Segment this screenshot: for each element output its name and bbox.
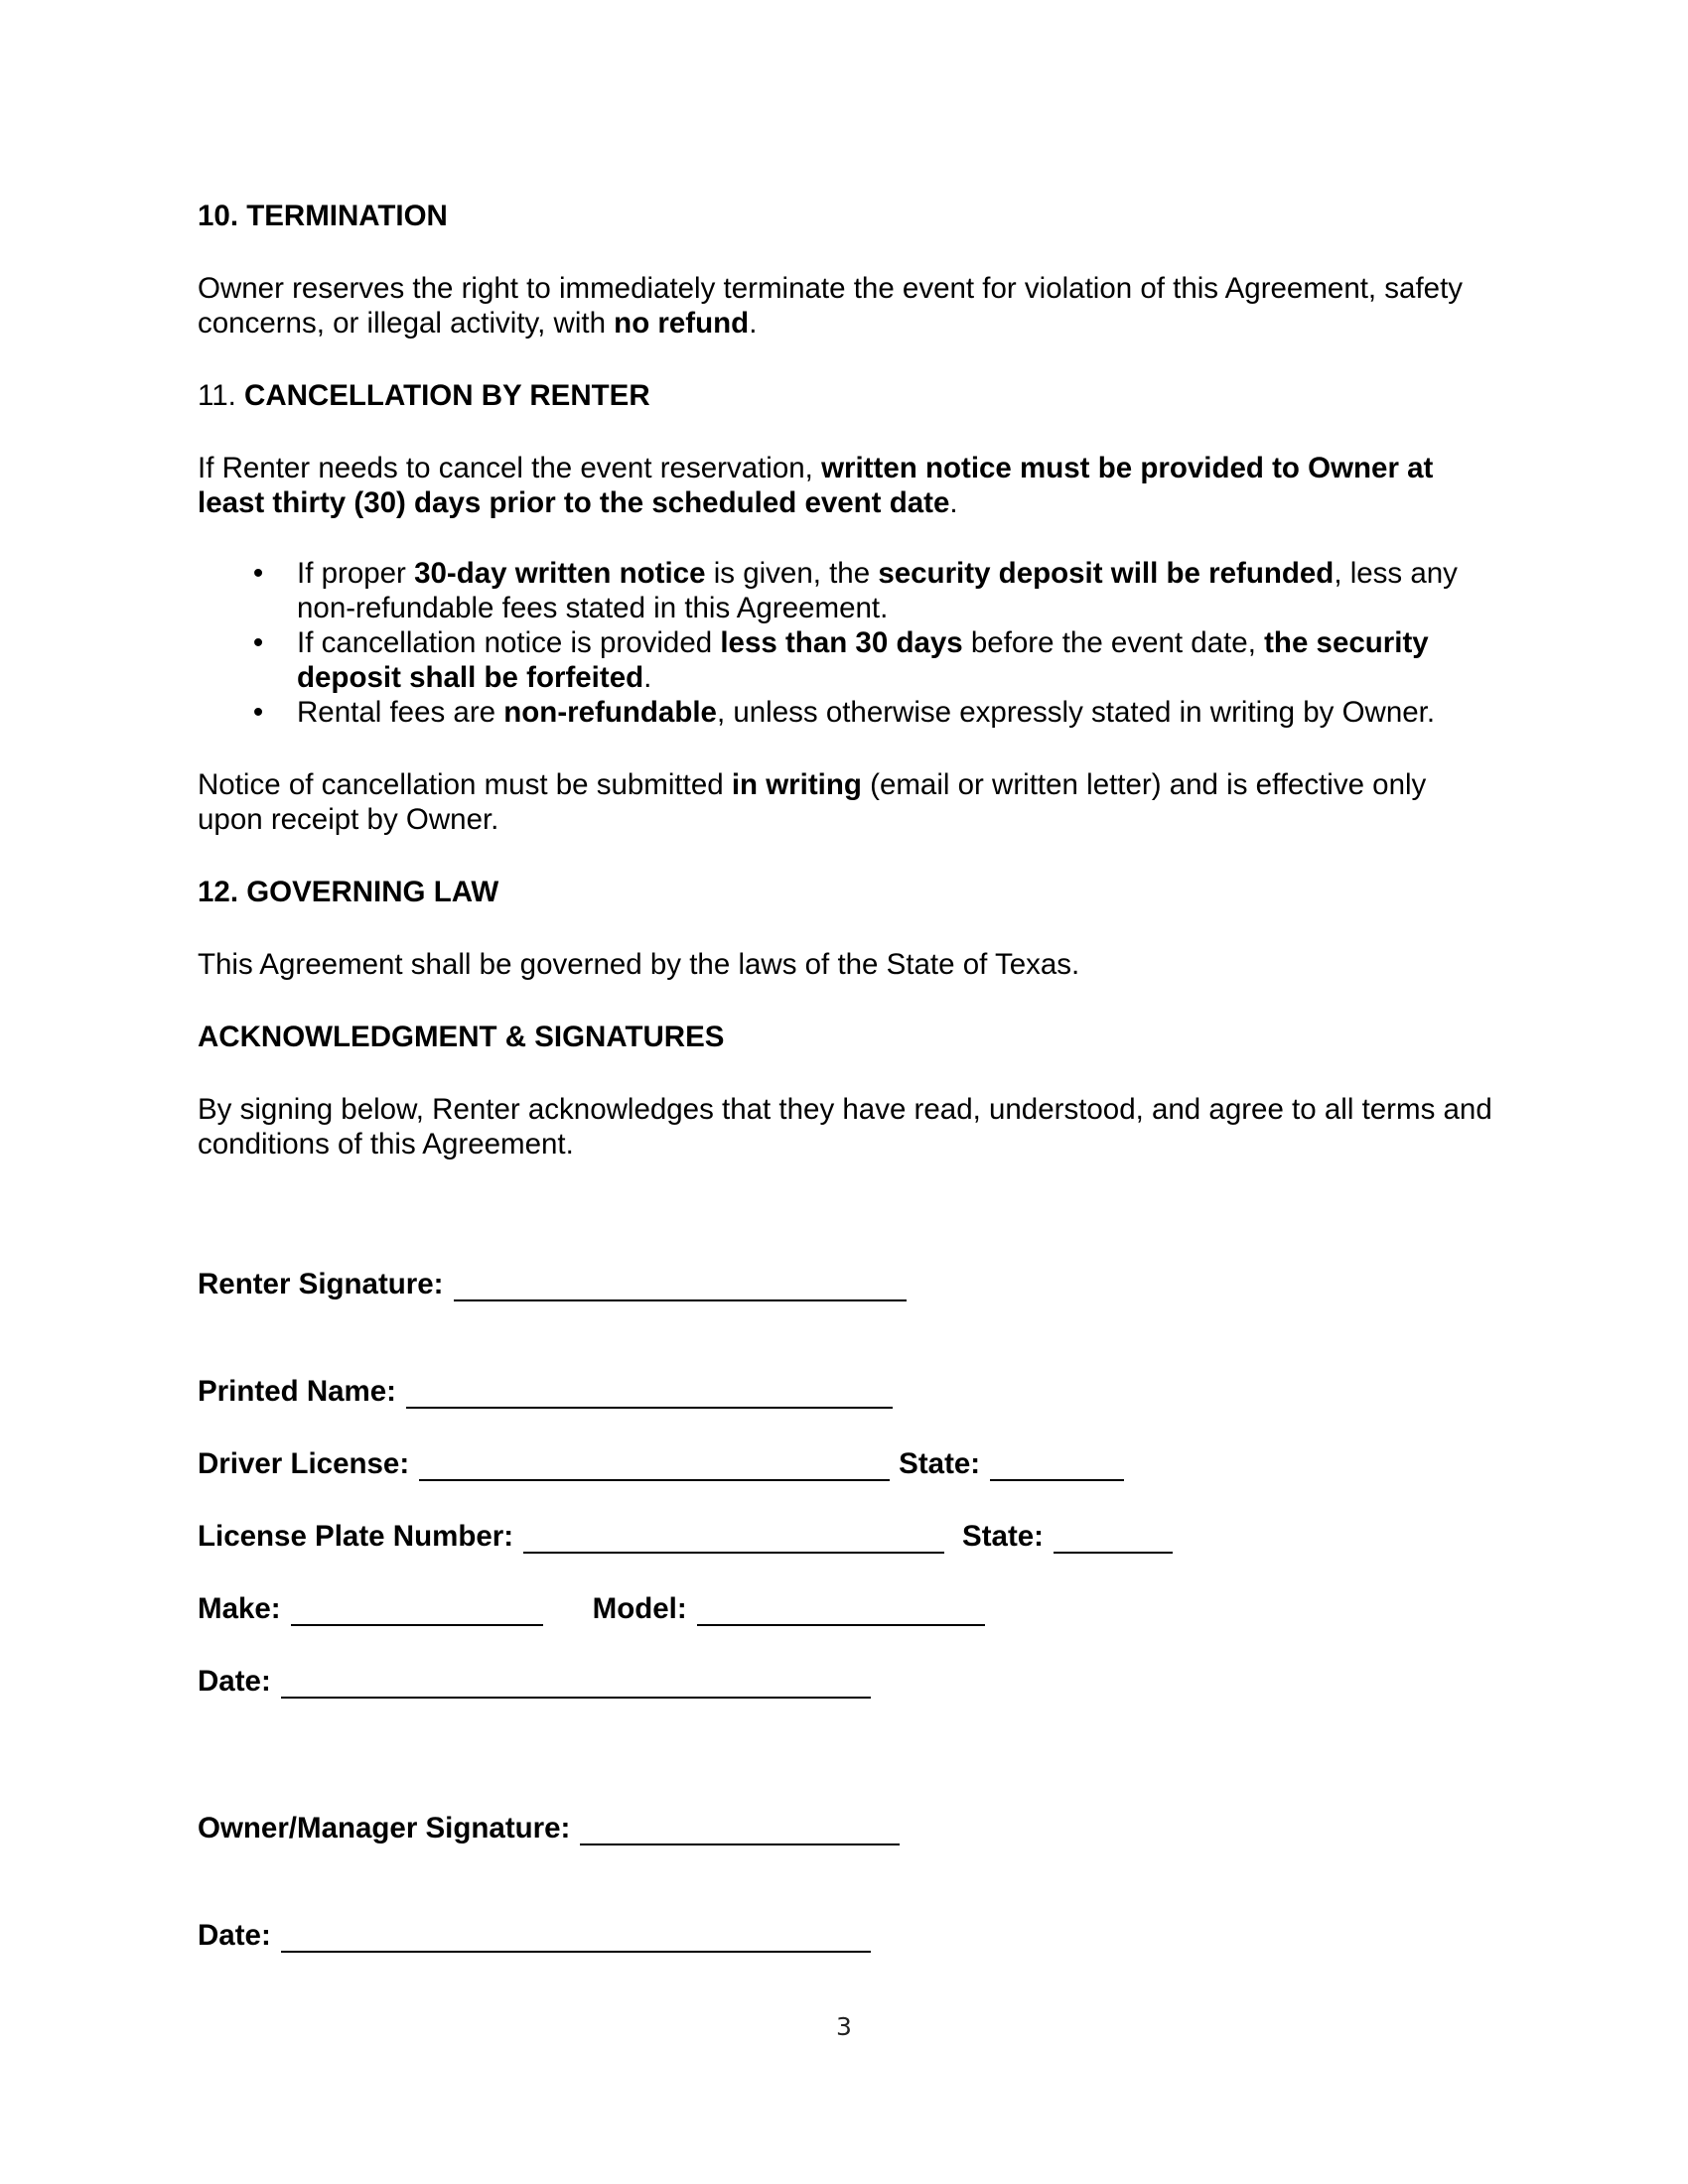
bullet-text: , unless otherwise expressly stated in writing by Owner.: [716, 696, 1436, 729]
bullet-bold: less than 30 days: [720, 626, 963, 659]
bullet-bold: non-refundable: [503, 696, 717, 729]
renter-signature-label: Renter Signature:: [198, 1268, 444, 1300]
section-10-body-bold: no refund: [614, 307, 750, 340]
driver-license-row: [198, 1446, 1498, 1481]
list-item: [198, 556, 1498, 625]
owner-signature-line[interactable]: [580, 1818, 900, 1845]
bullet-text: .: [643, 661, 652, 694]
bullet-text: If cancellation notice is provided: [297, 626, 721, 659]
bullet-icon: •: [252, 626, 264, 659]
section-11-intro-text: If Renter needs to cancel the event reservation,: [198, 452, 822, 484]
owner-signature-row: [198, 1811, 1498, 1845]
bullet-bold: 30-day written notice: [414, 557, 706, 590]
owner-signature-label: Owner/Manager Signature:: [198, 1812, 571, 1844]
license-plate-label: License Plate Number:: [198, 1520, 514, 1553]
section-10-heading: 10. TERMINATION: [198, 200, 448, 232]
renter-signature-line[interactable]: [454, 1274, 907, 1301]
notice-text-end: (email or written letter) and is effective only upon receipt by Owner.: [198, 768, 1427, 836]
bullet-icon: •: [252, 557, 264, 590]
driver-license-state-line[interactable]: [990, 1453, 1124, 1481]
license-plate-line[interactable]: [523, 1526, 944, 1554]
driver-license-line[interactable]: [419, 1453, 890, 1481]
bullet-text: Rental fees are: [297, 696, 504, 729]
license-plate-row: [198, 1519, 1498, 1554]
section-10-body-text: Owner reserves the right to immediately terminate the event for violation of this Agreement, safety concerns, or illegal activity, with: [198, 272, 1464, 340]
printed-name-line[interactable]: [406, 1381, 893, 1409]
license-plate-state-line[interactable]: [1054, 1526, 1173, 1554]
cancellation-notice: [198, 767, 1498, 837]
model-line[interactable]: [697, 1598, 985, 1626]
bullet-icon: •: [252, 696, 264, 729]
cancellation-bullet-list: [198, 556, 1498, 730]
section-12-heading: 12. GOVERNING LAW: [198, 876, 499, 908]
acknowledgment-heading: ACKNOWLEDGMENT & SIGNATURES: [198, 1021, 725, 1053]
bullet-bold: the security deposit shall be forfeited: [297, 626, 1429, 694]
section-10-body-end: .: [749, 307, 758, 340]
section-11-title: CANCELLATION BY RENTER: [235, 379, 650, 412]
list-item: [198, 695, 1498, 730]
signature-block: [198, 1267, 1498, 1953]
section-12-body: This Agreement shall be governed by the laws of the State of Texas.: [198, 948, 1080, 981]
acknowledgment-body: By signing below, Renter acknowledges that they have read, understood, and agree to all terms and conditions of this Agreement.: [198, 1093, 1492, 1160]
section-11-intro: [198, 451, 1498, 520]
owner-date-row: [198, 1918, 1498, 1953]
license-plate-state-label: State:: [962, 1520, 1045, 1553]
driver-license-state-label: State:: [899, 1447, 981, 1480]
vehicle-row: [198, 1591, 1498, 1626]
notice-bold: in writing: [731, 768, 862, 801]
printed-name-label: Printed Name:: [198, 1375, 396, 1408]
model-label: Model:: [592, 1592, 687, 1625]
notice-text: Notice of cancellation must be submitted: [198, 768, 732, 801]
renter-date-line[interactable]: [281, 1671, 871, 1699]
owner-date-label: Date:: [198, 1919, 271, 1952]
bullet-bold: security deposit will be refunded: [878, 557, 1335, 590]
make-line[interactable]: [291, 1598, 543, 1626]
section-11-intro-end: .: [949, 486, 958, 519]
bullet-text: is given, the: [705, 557, 879, 590]
renter-signature-row: [198, 1267, 1498, 1301]
section-10-body: [198, 271, 1498, 341]
bullet-text: before the event date,: [962, 626, 1265, 659]
list-item: [198, 625, 1498, 695]
section-11-number: 11.: [198, 379, 236, 412]
renter-date-label: Date:: [198, 1665, 271, 1698]
printed-name-row: [198, 1374, 1498, 1409]
section-11-heading: [198, 378, 1498, 413]
renter-date-row: [198, 1664, 1498, 1699]
bullet-text: , less any non-refundable fees stated in this Agreement.: [297, 557, 1458, 624]
page-number: 3: [836, 2012, 852, 2041]
page-content: [198, 199, 1498, 1953]
make-label: Make:: [198, 1592, 281, 1625]
bullet-text: If proper: [297, 557, 415, 590]
section-11-intro-bold: written notice must be provided to Owner at least thirty (30) days prior to the scheduled event date: [198, 452, 1434, 519]
owner-date-line[interactable]: [281, 1925, 871, 1953]
driver-license-label: Driver License:: [198, 1447, 410, 1480]
